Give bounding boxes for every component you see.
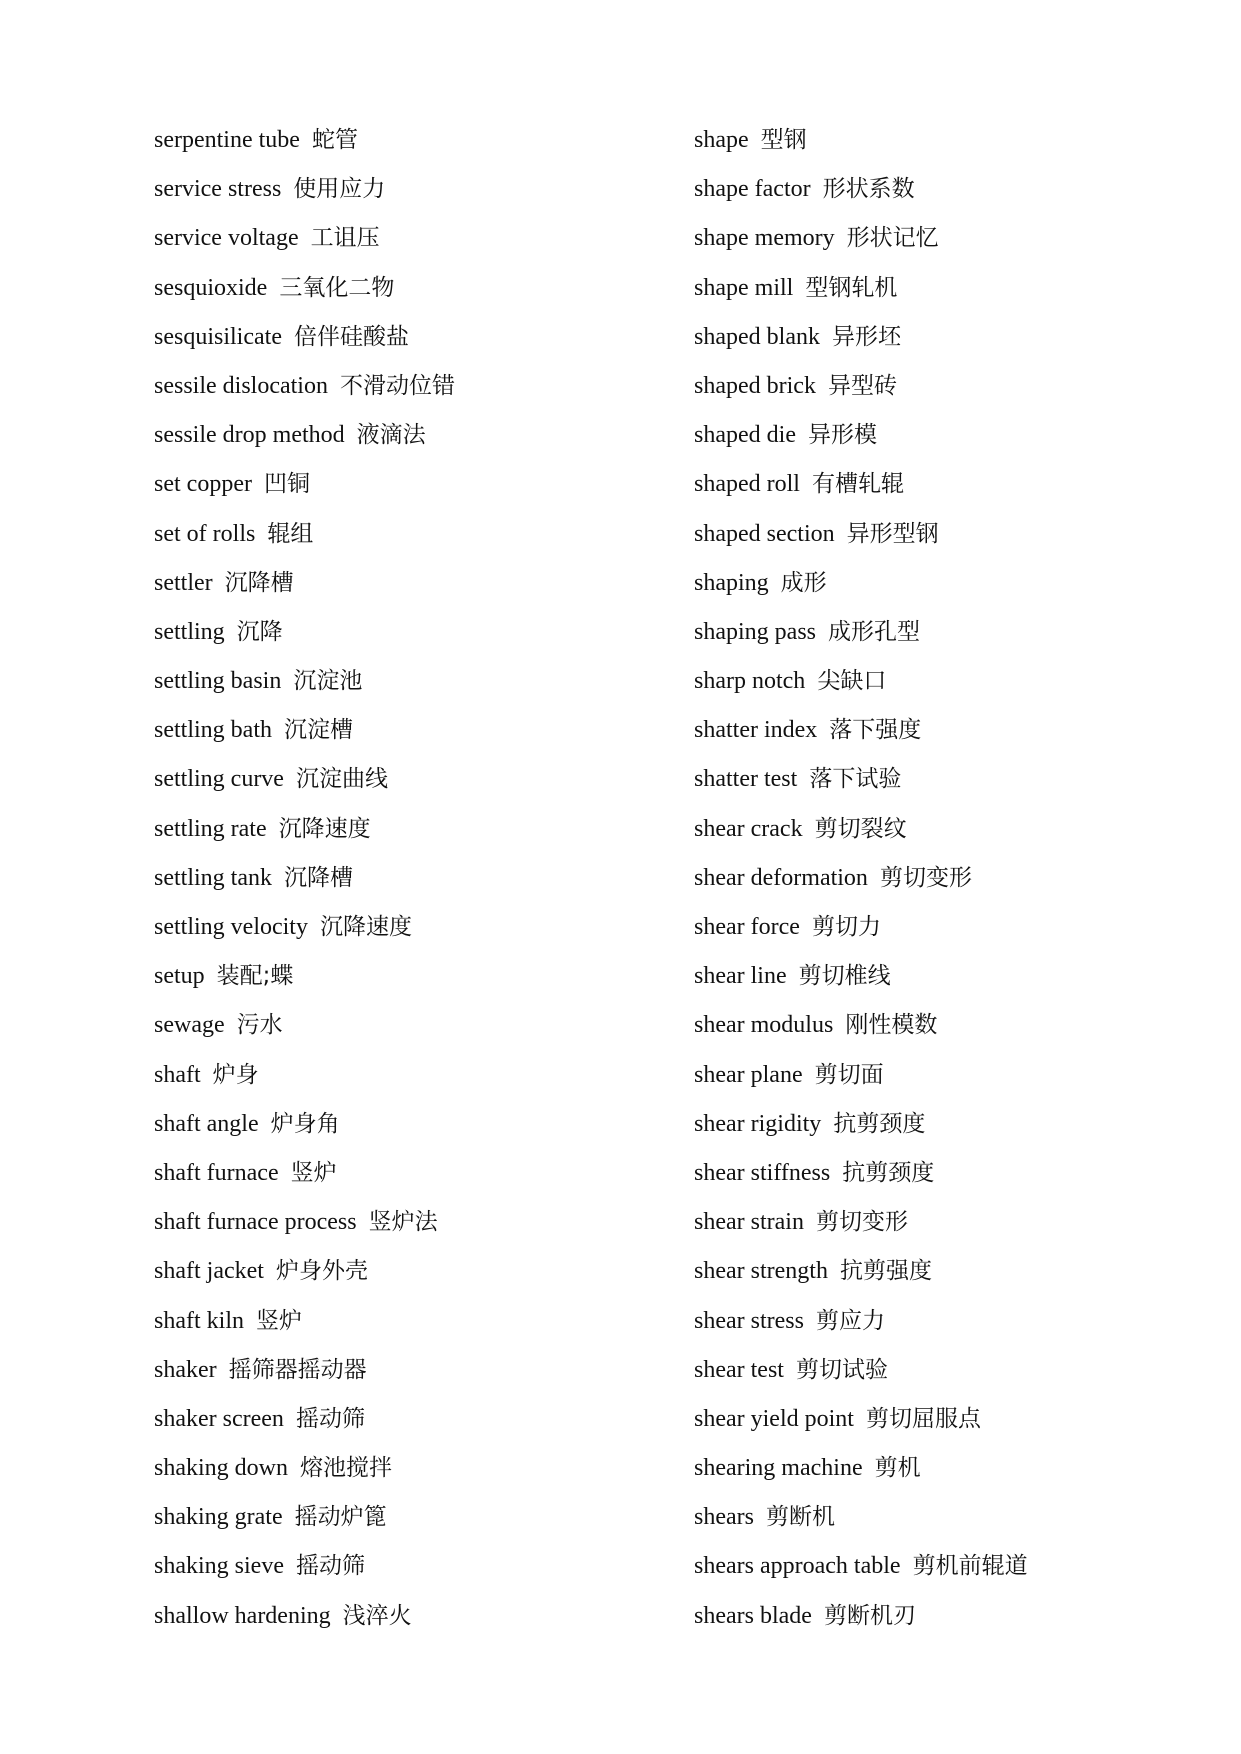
entry-term: shaft [154, 1061, 201, 1088]
entry-term: shear force [694, 914, 800, 940]
entry-term: settling velocity [154, 914, 308, 940]
glossary-entry [694, 1249, 1214, 1298]
glossary-entry [694, 1102, 1214, 1151]
glossary-entry [694, 708, 1214, 757]
entry-term: shallow hardening [154, 1602, 331, 1629]
entry-term: set copper [154, 471, 252, 498]
entry-translation: 型钢轧机 [805, 274, 898, 301]
entry-term: shaker [154, 1356, 217, 1383]
entry-term: shears [694, 1504, 754, 1531]
glossary-entry [694, 561, 1214, 610]
glossary-entry [694, 757, 1214, 806]
glossary-entry [154, 954, 654, 1003]
glossary-entry [154, 905, 654, 954]
entry-term: shear modulus [694, 1012, 834, 1039]
glossary-entry [694, 512, 1214, 561]
glossary-entry [154, 1495, 654, 1544]
entry-translation: 剪机 [874, 1455, 921, 1482]
entry-term: setup [154, 963, 205, 990]
entry-term: settling curve [154, 766, 284, 793]
glossary-entry [154, 462, 654, 511]
entry-translation: 沉降槽 [224, 569, 294, 596]
glossary-entry [154, 708, 654, 757]
entry-term: shaker screen [154, 1405, 284, 1432]
entry-term: shaft furnace [154, 1159, 279, 1186]
entry-term: shaped brick [694, 372, 816, 399]
entry-translation: 异形模 [807, 422, 877, 449]
glossary-entry [694, 1053, 1214, 1102]
entry-term: shaking sieve [154, 1553, 284, 1580]
entry-term: shape memory [694, 225, 835, 252]
glossary-entry [154, 266, 654, 315]
entry-translation: 摇动炉篦 [294, 1504, 387, 1531]
entry-translation: 竖炉 [256, 1307, 302, 1334]
glossary-entry [694, 807, 1214, 856]
entry-translation: 装配;蝶 [216, 963, 294, 990]
entry-term: shaped blank [694, 323, 820, 350]
entry-translation: 剪切屈服点 [865, 1405, 981, 1432]
glossary-entry [694, 1446, 1214, 1495]
glossary-entry [694, 413, 1214, 462]
entry-term: shaking grate [154, 1504, 283, 1531]
entry-translation: 尖缺口 [817, 668, 887, 695]
entry-translation: 三氧化二物 [279, 274, 395, 301]
glossary-entry [694, 1397, 1214, 1446]
entry-translation: 形状系数 [822, 176, 915, 203]
glossary-entry [694, 954, 1214, 1003]
glossary-entry [154, 1446, 654, 1495]
entry-term: sewage [154, 1012, 225, 1039]
glossary-entry [154, 659, 654, 708]
entry-translation: 落下试验 [809, 766, 902, 793]
entry-translation: 剪应力 [815, 1307, 885, 1334]
glossary-entry [694, 216, 1214, 265]
entry-term: shear yield point [694, 1405, 854, 1432]
entry-term: shatter index [694, 717, 818, 744]
entry-term: shape factor [694, 176, 811, 203]
glossary-entry [154, 1053, 654, 1102]
entry-translation: 抗剪强度 [839, 1258, 932, 1285]
glossary-entry [154, 561, 654, 610]
glossary-entry [154, 167, 654, 216]
entry-term: set of rolls [154, 520, 256, 547]
entry-term: settling [154, 618, 225, 645]
entry-translation: 竖炉法 [368, 1209, 438, 1236]
entry-term: shaking down [154, 1455, 288, 1482]
entry-term: shear strain [694, 1209, 804, 1236]
glossary-entry [694, 1003, 1214, 1052]
glossary-entry [694, 856, 1214, 905]
glossary-entry [154, 1544, 654, 1593]
entry-term: settling tank [154, 864, 272, 891]
glossary-entry [154, 1102, 654, 1151]
entry-translation: 沉淀池 [293, 668, 363, 695]
entry-term: shaft angle [154, 1110, 259, 1137]
entry-term: shaped section [694, 520, 835, 547]
glossary-entry [154, 364, 654, 413]
glossary-entry [154, 1348, 654, 1397]
glossary-entry [154, 1594, 654, 1643]
entry-translation: 剪断机刃 [823, 1602, 916, 1629]
entry-term: shaped roll [694, 471, 800, 498]
glossary-entry [694, 315, 1214, 364]
glossary-entry [694, 659, 1214, 708]
entry-translation: 抗剪颈度 [833, 1110, 926, 1137]
glossary-entry [694, 364, 1214, 413]
glossary-entry [694, 1200, 1214, 1249]
glossary-entry [154, 1299, 654, 1348]
entry-term: shape mill [694, 274, 794, 301]
entry-term: service stress [154, 176, 282, 203]
entry-translation: 熔池搅拌 [300, 1455, 392, 1482]
entry-term: sessile drop method [154, 422, 345, 449]
entry-translation: 型钢 [760, 127, 807, 153]
entry-term: shape [694, 127, 749, 153]
entry-term: shearing machine [694, 1455, 863, 1482]
glossary-entry [154, 610, 654, 659]
entry-translation: 落下强度 [829, 717, 922, 744]
entry-translation: 形状记忆 [846, 225, 939, 252]
entry-term: shear test [694, 1356, 784, 1383]
entry-term: sharp notch [694, 668, 806, 695]
entry-translation: 炉身 [212, 1061, 259, 1088]
entry-translation: 剪切椎线 [798, 963, 891, 990]
entry-term: settling rate [154, 815, 267, 842]
entry-translation: 剪切力 [811, 914, 881, 940]
glossary-entry [154, 118, 654, 167]
glossary-entry [154, 216, 654, 265]
glossary-entry [154, 1151, 654, 1200]
entry-term: shear deformation [694, 864, 868, 891]
entry-translation: 污水 [236, 1012, 283, 1039]
glossary-entry [154, 315, 654, 364]
glossary-entry [154, 1249, 654, 1298]
glossary-entry [694, 1495, 1214, 1544]
entry-translation: 使用应力 [293, 176, 386, 203]
entry-translation: 刚性模数 [845, 1012, 938, 1039]
entry-term: shear crack [694, 815, 803, 842]
entry-translation: 异形型钢 [846, 520, 939, 547]
entry-translation: 炉身角 [270, 1110, 340, 1137]
entry-term: sesquioxide [154, 274, 268, 301]
entry-translation: 摇动筛 [295, 1553, 365, 1580]
entry-term: shear line [694, 963, 787, 990]
glossary-entry [694, 1299, 1214, 1348]
entry-term: shaped die [694, 422, 796, 449]
entry-translation: 摇动筛 [295, 1405, 365, 1432]
entry-translation: 液滴法 [356, 422, 426, 449]
entry-translation: 沉降速度 [278, 815, 371, 842]
entry-translation: 竖炉 [290, 1159, 337, 1186]
glossary-entry [694, 1594, 1214, 1643]
glossary-entry [694, 905, 1214, 954]
glossary-entry [694, 167, 1214, 216]
entry-term: shear rigidity [694, 1110, 822, 1137]
entry-translation: 成形 [780, 569, 827, 596]
glossary-entry [154, 1200, 654, 1249]
glossary-entry [694, 1348, 1214, 1397]
entry-translation: 剪切试验 [795, 1356, 888, 1383]
entry-term: service voltage [154, 225, 299, 252]
entry-translation: 剪切面 [814, 1061, 884, 1088]
entry-translation: 沉淀槽 [283, 717, 353, 744]
entry-translation: 剪切变形 [879, 864, 972, 891]
entry-translation: 异型砖 [827, 372, 897, 399]
glossary-entry [694, 610, 1214, 659]
left-column [154, 118, 654, 1643]
right-column [694, 118, 1214, 1643]
glossary-entry [694, 462, 1214, 511]
glossary-entry [154, 1003, 654, 1052]
entry-translation: 不滑动位错 [339, 372, 455, 399]
glossary-entry [694, 1151, 1214, 1200]
glossary-entry [154, 1397, 654, 1446]
entry-term: shaping [694, 569, 769, 596]
entry-translation: 有槽轧辊 [811, 471, 904, 498]
entry-term: shaping pass [694, 618, 816, 645]
entry-term: shaft jacket [154, 1258, 264, 1285]
entry-term: settling bath [154, 717, 272, 744]
entry-translation: 蛇管 [311, 127, 358, 153]
entry-term: sessile dislocation [154, 372, 328, 399]
entry-translation: 抗剪颈度 [842, 1159, 935, 1186]
entry-translation: 浅淬火 [342, 1602, 412, 1629]
entry-translation: 炉身外壳 [275, 1258, 368, 1285]
entry-translation: 剪切变形 [815, 1209, 908, 1236]
entry-translation: 异形坯 [831, 323, 901, 350]
glossary-entry [154, 856, 654, 905]
entry-translation: 沉降槽 [283, 864, 353, 891]
glossary-entry [154, 807, 654, 856]
entry-term: shears blade [694, 1602, 812, 1629]
glossary-entry [154, 512, 654, 561]
entry-translation: 摇筛器摇动器 [228, 1356, 367, 1383]
entry-translation: 凹铜 [263, 471, 310, 498]
entry-translation: 沉降速度 [319, 914, 412, 940]
glossary-entry [154, 757, 654, 806]
entry-term: shear plane [694, 1061, 803, 1088]
entry-translation: 剪断机 [765, 1504, 835, 1531]
entry-term: shear stress [694, 1307, 804, 1334]
entry-translation: 成形孔型 [828, 618, 920, 645]
entry-term: shaft kiln [154, 1307, 244, 1334]
glossary-entry [694, 266, 1214, 315]
entry-term: serpentine tube [154, 127, 300, 153]
entry-term: shears approach table [694, 1553, 901, 1580]
entry-term: shear strength [694, 1258, 828, 1285]
entry-term: shear stiffness [694, 1159, 831, 1186]
entry-term: shaft furnace process [154, 1209, 357, 1236]
glossary-entry [694, 1544, 1214, 1593]
entry-translation: 剪机前辊道 [912, 1553, 1028, 1580]
entry-term: settling basin [154, 668, 282, 695]
entry-translation: 倍伴硅酸盐 [293, 323, 409, 350]
entry-term: shatter test [694, 766, 798, 793]
entry-term: settler [154, 569, 213, 596]
entry-translation: 沉降 [236, 618, 283, 645]
glossary-entry [154, 413, 654, 462]
glossary-entry [694, 118, 1214, 167]
entry-translation: 辊组 [267, 520, 314, 547]
entry-term: sesquisilicate [154, 323, 282, 350]
entry-translation: 剪切裂纹 [814, 815, 907, 842]
entry-translation: 工诅压 [310, 225, 380, 252]
entry-translation: 沉淀曲线 [295, 766, 388, 793]
